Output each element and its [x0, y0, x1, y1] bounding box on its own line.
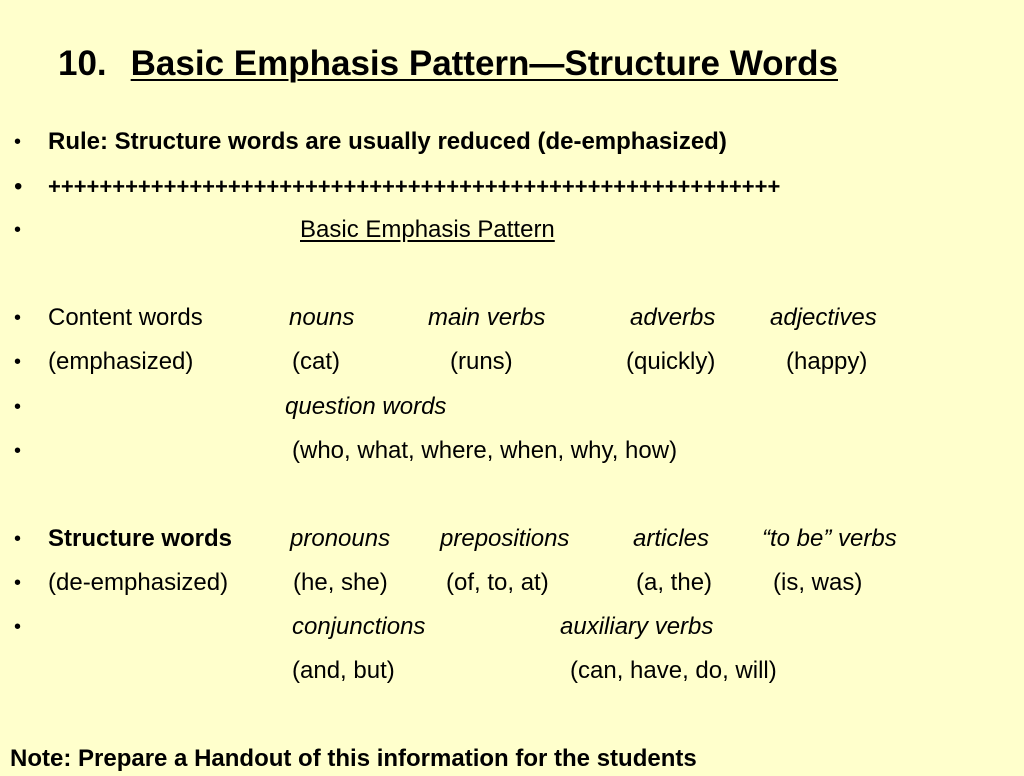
structure-category: pronouns: [290, 525, 391, 552]
content-example: (quickly): [626, 348, 716, 375]
bullet: •: [14, 572, 22, 594]
plus-separator: +++++++++++++++++++++++++++++++++++++++++++++++++++++++++: [48, 174, 781, 199]
bullet: •: [14, 440, 22, 462]
slide-title: [58, 44, 838, 84]
bullet: •: [14, 396, 22, 418]
bullet: •: [14, 131, 22, 153]
structure-category: conjunctions: [292, 613, 426, 640]
content-words-row: [0, 301, 1024, 335]
bullet: •: [14, 219, 22, 241]
content-examples-row: [0, 345, 1024, 379]
note-text: Note: Prepare a Handout of this information for the students: [10, 745, 697, 772]
rule-line: [0, 125, 1024, 159]
slide-title-text: Basic Emphasis Pattern—Structure Words: [130, 44, 838, 83]
content-example: (happy): [786, 348, 868, 375]
plus-line: [0, 170, 1024, 204]
content-category: adverbs: [630, 304, 716, 331]
structure-category: “to be” verbs: [762, 525, 897, 552]
structure-examples-row-2: [0, 654, 1024, 688]
structure-words-row-2: [0, 610, 1024, 644]
structure-words-row: [0, 522, 1024, 556]
question-words-row: [0, 390, 1024, 424]
bullet: •: [14, 528, 22, 550]
structure-category: prepositions: [440, 525, 570, 552]
structure-example: (of, to, at): [446, 569, 549, 596]
question-category: question words: [285, 393, 447, 420]
pattern-heading-line: [0, 213, 1024, 247]
structure-example: (is, was): [773, 569, 863, 596]
bullet: •: [14, 307, 22, 329]
rule-text: Rule: Structure words are usually reduced (de-emphasized): [48, 128, 727, 155]
structure-example: (and, but): [292, 657, 395, 684]
bullet: •: [14, 616, 22, 638]
bullet: •: [14, 351, 22, 373]
content-words-label: Content words: [48, 304, 203, 331]
structure-example: (a, the): [636, 569, 713, 596]
question-examples: (who, what, where, when, why, how): [292, 437, 678, 464]
structure-sublabel: (de-emphasized): [48, 569, 229, 596]
content-category: adjectives: [770, 304, 877, 331]
pattern-heading: Basic Emphasis Pattern: [300, 216, 555, 243]
content-sublabel: (emphasized): [48, 348, 194, 375]
content-example: (runs): [450, 348, 513, 375]
question-examples-row: [0, 434, 1024, 468]
content-example: (cat): [292, 348, 340, 375]
structure-example: (he, she): [293, 569, 388, 596]
structure-category: articles: [633, 525, 710, 552]
content-category: nouns: [289, 304, 355, 331]
structure-category: auxiliary verbs: [560, 613, 714, 640]
content-category: main verbs: [428, 304, 546, 331]
bullet: •: [14, 173, 23, 200]
structure-example: (can, have, do, will): [570, 657, 777, 684]
structure-words-label: Structure words: [48, 525, 233, 552]
slide-number: 10.: [58, 44, 107, 83]
structure-examples-row: [0, 566, 1024, 600]
note-line: [0, 742, 1024, 776]
